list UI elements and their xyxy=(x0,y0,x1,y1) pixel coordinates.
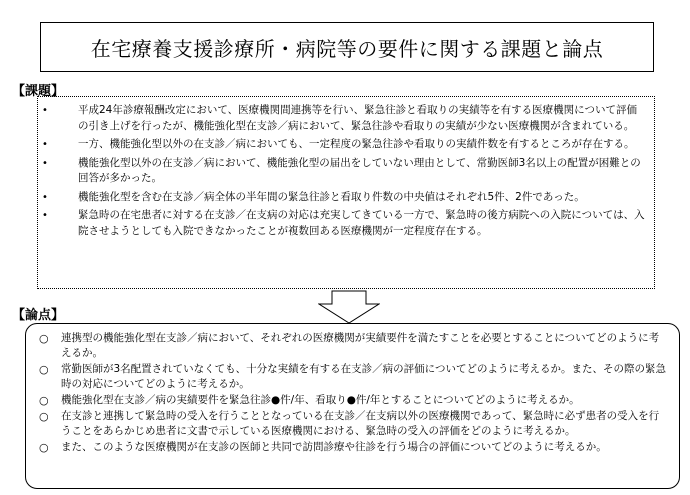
circle-marker-icon: ○ xyxy=(39,441,49,454)
point-text: 連携型の機能強化型在支診／病において、それぞれの医療機関が実績要件を満たすことを必要とすることについてどのように考えるか。 xyxy=(61,332,660,359)
issue-item xyxy=(38,137,654,153)
issue-item xyxy=(38,156,654,187)
issue-text: 平成24年診療報酬改定において、医療機関間連携等を行い、緊急往診と看取りの実績等を有する医療機関について評価の引き上げを行ったが、機能強化型在支診／病において、緊急往診や看取りの実績が少ない医療機関が含まれている。 xyxy=(78,104,637,132)
issue-item xyxy=(38,190,654,206)
points-box xyxy=(25,323,680,489)
issues-heading: 【課題】 xyxy=(12,84,65,99)
point-item xyxy=(26,393,679,408)
issues-box xyxy=(37,96,655,289)
point-item xyxy=(26,409,679,439)
bullet-icon: • xyxy=(42,210,48,221)
issue-item xyxy=(38,103,654,134)
title-box xyxy=(40,22,654,72)
bullet-icon: • xyxy=(42,191,48,203)
point-text: 在支診と連携して緊急時の受入を行うこととなっている在支診／在支病以外の医療機関であって、緊急時に必ず患者の受入を行うことをあらかじめ患者に文書で示している医療機関における、緊急時の受入の評価をどのように考えるか。 xyxy=(61,410,660,437)
circle-marker-icon: ○ xyxy=(39,410,49,423)
circle-marker-icon: ○ xyxy=(39,332,49,345)
point-text: また、このような医療機関が在支診の医師と共同で訪問診療や往診を行う場合の評価についてどのように考えるか。 xyxy=(61,441,607,453)
down-arrow-icon xyxy=(318,290,380,324)
issue-text: 緊急時の在宅患者に対する在支診／在支病の対応は充実してきている一方で、緊急時の後方病院への入院については、入院させようとしても入院できなかったことが複数回ある医療機関が一定程度存在する。 xyxy=(78,209,645,237)
issue-text: 機能強化型を含む在支診／病全体の半年間の緊急往診と看取り件数の中央値はそれぞれ5件、2件であった。 xyxy=(78,190,585,203)
points-list xyxy=(26,331,679,456)
bullet-icon: • xyxy=(42,105,48,116)
issue-item xyxy=(38,208,654,239)
page-title: 在宅療養支援診療所・病院等の要件に関する課題と論点 xyxy=(90,36,604,61)
circle-marker-icon: ○ xyxy=(39,394,49,407)
point-item xyxy=(26,331,679,361)
point-item xyxy=(26,440,679,455)
point-text: 機能強化型在支診／病の実績要件を緊急往診●件/年、看取り●件/年とすることについてどのように考えるか。 xyxy=(61,394,580,406)
issue-text: 一方、機能強化型以外の在支診／病においても、一定程度の緊急往診や看取りの実績件数を有するところが存在する。 xyxy=(78,138,635,150)
issues-list xyxy=(38,103,654,242)
circle-marker-icon: ○ xyxy=(39,363,49,376)
point-text: 常勤医師が3名配置されていなくても、十分な実績を有する在支診／病の評価についてどのように考えるか。また、その際の緊急時の対応についてどのように考えるか。 xyxy=(61,363,666,390)
bullet-icon: • xyxy=(42,157,48,169)
point-item xyxy=(26,362,679,392)
points-heading: 【論点】 xyxy=(12,308,65,323)
issue-text: 機能強化型以外の在支診／病において、機能強化型の届出をしていない理由として、常勤医師3名以上の配置が困難との回答が多かった。 xyxy=(78,156,641,184)
bullet-icon: • xyxy=(42,139,48,150)
